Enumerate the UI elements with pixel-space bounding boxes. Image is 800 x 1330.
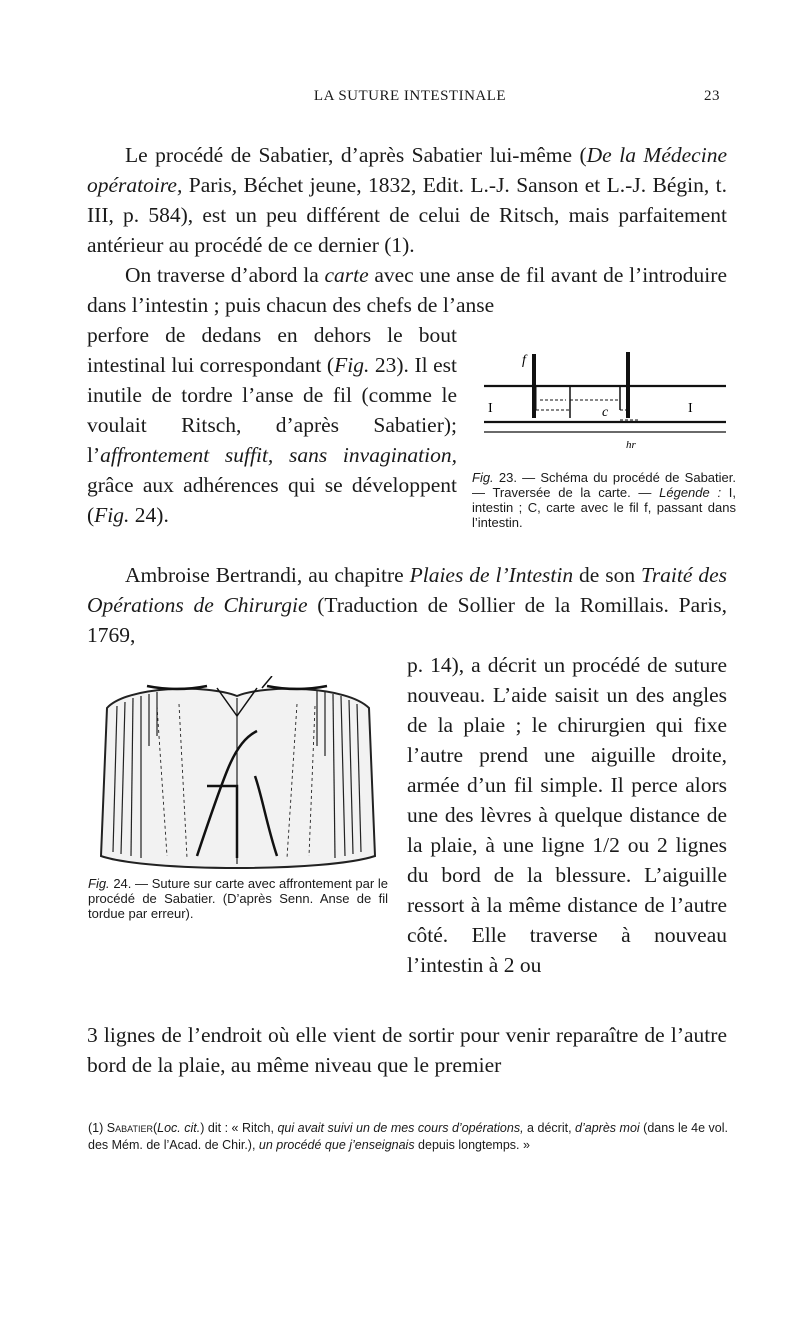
figure-23-caption <box>472 470 736 530</box>
label-hr: hr <box>626 439 636 451</box>
caption-text: I, intestin ; C, carte avec le fil f, passant dans l’intestin. <box>472 485 736 530</box>
text-run: avec une anse de fil avant de l’introduire dans l’intestin ; puis chacun des chefs de l’anse <box>87 263 727 317</box>
text-run: (dans le 4e vol. des Mém. de l’Acad. de Chir.), <box>88 1121 729 1152</box>
text-run: 24). <box>129 503 169 527</box>
text-run: grâce aux adhérences qui se développent ( <box>87 473 457 527</box>
book-title: De la Médecine opératoire, <box>87 143 727 197</box>
emphasis: un procédé que j’enseignais <box>258 1138 415 1152</box>
author-name: Sabatier <box>106 1121 153 1135</box>
emphasis: d’après moi <box>575 1121 640 1135</box>
paragraph-carte <box>87 260 727 320</box>
footnote-1 <box>88 1120 728 1154</box>
text-run: p. 14), a décrit un procédé de suture nouveau. L’aide saisit un des angles de la plaie ; le chirurgien qui fixe l’autre prend une aiguille droite, armée d’un fil simple. Il perce alors une des lèvres à quelque distance de la plaie, à une ligne 1/2 ou 2 lignes du bord de la blessure. L’aiguille ressort à la même distance de l’autre côté. Elle traverse à nouveau l’intestin à 2 ou <box>407 653 727 977</box>
caption-legend: Légende : <box>659 485 722 500</box>
text-run: perfore de dedans en dehors le bout intestinal lui correspondant ( <box>87 323 457 377</box>
paragraph-carte-continued <box>87 320 457 530</box>
figure-23-schema <box>470 346 732 466</box>
figure-24-caption <box>88 876 388 921</box>
text-run: ( <box>152 1121 158 1135</box>
label-I-left: I <box>488 401 493 416</box>
text-run: 23). Il est inutile de tordre l’anse de fil (comme le voulait Ritsch, d’après Sabatier); l’ <box>87 353 457 467</box>
emphasis: carte <box>324 263 369 287</box>
book-title: Traité des Opérations de Chirurgie <box>87 563 728 617</box>
text-run: Paris, Béchet jeune, 1832, Edit. L.-J. Sanson et L.-J. Bégin, t. III, p. 584), est un peu différent de celui de Ritsch, mais parfaitement antérieur au procédé de ce dernier (1). <box>87 173 727 257</box>
text-run: 3 lignes de l’endroit où elle vient de sortir pour venir reparaître de l’autre bord de la plaie, au même niveau que le premier <box>87 1023 727 1077</box>
label-f: f <box>522 353 526 368</box>
paragraph-bertrandi-continued <box>407 650 727 980</box>
footnote-marker: (1) <box>88 1121 107 1135</box>
text-run: (Traduction de Sollier de la Romillais. Paris, 1769, <box>87 593 727 647</box>
text-run: depuis longtemps. » <box>414 1138 530 1152</box>
paragraph-sabatier <box>87 140 727 260</box>
figure-ref: Fig. <box>334 353 370 377</box>
text-run: Ambroise Bertrandi, au chapitre <box>125 563 410 587</box>
label-I-right: I <box>688 401 693 416</box>
caption-fig: Fig. <box>88 876 110 891</box>
page-number: 23 <box>704 88 720 104</box>
chapter-title: Plaies de l’Intestin <box>409 563 574 587</box>
figure-ref: Fig. <box>94 503 130 527</box>
text-run: On traverse d’abord la <box>125 263 325 287</box>
caption-text: 24. — Suture sur carte avec affrontement par le procédé de Sabatier. (D’après Senn. Anse de fil tordue par erreur). <box>88 876 388 921</box>
label-C: c <box>602 405 609 420</box>
caption-text: 23. — Schéma du procédé de Sabatier. — Traversée de la carte. — <box>472 470 736 500</box>
text-run: ) dit : « Ritch, <box>200 1121 278 1135</box>
text-run: de son <box>573 563 642 587</box>
emphasis: Loc. cit. <box>157 1121 201 1135</box>
running-title: LA SUTURE INTESTINALE <box>313 88 507 104</box>
figure-24-suture-drawing <box>87 676 387 871</box>
caption-fig: Fig. <box>472 470 494 485</box>
emphasis: affrontement suffit, sans invagination, <box>100 443 457 467</box>
running-header <box>100 88 720 112</box>
paragraph-bertrandi <box>87 560 727 650</box>
paragraph-bertrandi-end <box>87 1020 727 1080</box>
text-run: a décrit, <box>523 1121 576 1135</box>
text-run: Le procédé de Sabatier, d’après Sabatier lui-même ( <box>125 143 587 167</box>
emphasis: qui avait suivi un de mes cours d’opérations, <box>277 1121 524 1135</box>
